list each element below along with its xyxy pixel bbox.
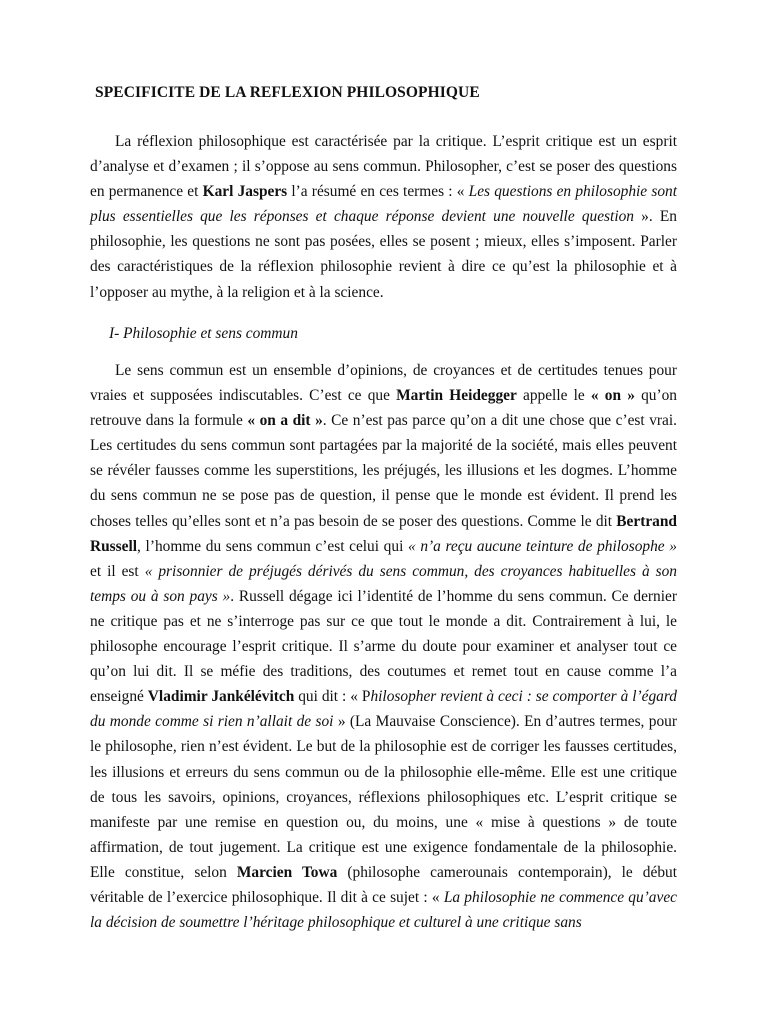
quotation: « n’a reçu aucune teinture de philosophe » xyxy=(407,537,677,555)
author-name: Marcien Towa xyxy=(236,863,338,881)
text-run: appelle le xyxy=(516,387,591,405)
text-run: qui dit : « P xyxy=(294,688,371,706)
author-name: Bertrand Russell xyxy=(90,512,677,555)
quotation: Les questions en philosophie sont plus essentielles que les réponses et chaque réponse devient une nouvelle question xyxy=(90,183,677,226)
quotation: « prisonnier de préjugés dérivés du sens commun, des croyances habituelles à son temps ou à son pays » xyxy=(90,562,677,605)
text-run: et il est xyxy=(90,562,145,580)
text-run: » (La Mauvaise Conscience). En d’autres termes, pour le philosophe, rien n’est évident. Le but de la philosophie est de corriger les fausses certitudes, les illusions et erreurs du sens commun ou de la philosophie elle-même. Elle est une critique de tous les savoirs, opinions, croyances, réflexions philosophiques etc. L’esprit critique se manifeste par une remise en question ou, du moins, une « mise à questions » de toute affirmation, de tout jugement. La critique est une exigence fondamentale de la philosophie. Elle constitue, selon xyxy=(90,713,677,881)
intro-paragraph xyxy=(90,129,677,305)
emphasis-term: « on » xyxy=(590,387,635,405)
quotation: La philosophie ne commence qu’avec la décision de soumettre l’héritage philosophique et culturel à une critique sans xyxy=(90,888,677,932)
body-paragraph xyxy=(90,358,677,935)
text-run: l’a résumé en ces termes : « xyxy=(287,183,469,201)
quotation: hilosopher revient à ceci : se comporter à l’égard du monde comme si rien n’allait de soi xyxy=(90,688,677,731)
text-run: , l’homme du sens commun c’est celui qui xyxy=(137,537,408,555)
author-name: Karl Jaspers xyxy=(202,183,288,201)
text-run: La réflexion philosophique est caractérisée par la critique. L’esprit critique est un esprit d’analyse et d’examen ; il s’oppose au sens commun. Philosopher, c’est se poser des questions en permanence et xyxy=(90,133,677,201)
text-run: (philosophe camerounais contemporain), le début véritable de l’exercice philosophique. Il dit à ce sujet : « xyxy=(90,863,677,906)
author-name: Vladimir Jankélévitch xyxy=(147,688,295,706)
text-run: qu’on retrouve dans la formule xyxy=(90,387,677,430)
text-run: Le sens commun est un ensemble d’opinions, de croyances et de certitudes tenues pour vraies et supposées indiscutables. C’est ce que xyxy=(90,362,677,405)
section-heading: I- Philosophie et sens commun xyxy=(109,325,298,342)
author-name: Martin Heidegger xyxy=(396,387,517,405)
emphasis-term: « on a dit » xyxy=(247,412,323,430)
text-run: . Ce n’est pas parce qu’on a dit une chose que c’est vrai. Les certitudes du sens commun sont partagées par la majorité de la société, mais elles peuvent se révéler fausses comme les superstitions, les préjugés, les illusions et les dogmes. L’homme du sens commun ne se pose pas de question, il pense que le monde est évident. Il prend les choses telles qu’elles sont et n’a pas besoin de se poser des questions. Comme le dit xyxy=(90,412,677,530)
text-run: ». En philosophie, les questions ne sont pas posées, elles se posent ; mieux, elles s’imposent. Parler des caractéristiques de la réflexion philosophie revient à dire ce qu’est la philosophie et à l’opposer au mythe, à la religion et à la science. xyxy=(90,208,678,301)
document-title: SPECIFICITE DE LA REFLEXION PHILOSOPHIQUE xyxy=(95,84,480,101)
text-run: . Russell dégage ici l’identité de l’homme du sens commun. Ce dernier ne critique pas et ne s’interroge pas sur ce que tout le monde a dit. Contrairement à lui, le philosophe encourage l’esprit critique. Il s’arme du doute pour examiner et analyser tout ce qu’on lui dit. Il se méfie des traditions, des coutumes et remet tout en cause comme l’a enseigné xyxy=(90,587,677,706)
